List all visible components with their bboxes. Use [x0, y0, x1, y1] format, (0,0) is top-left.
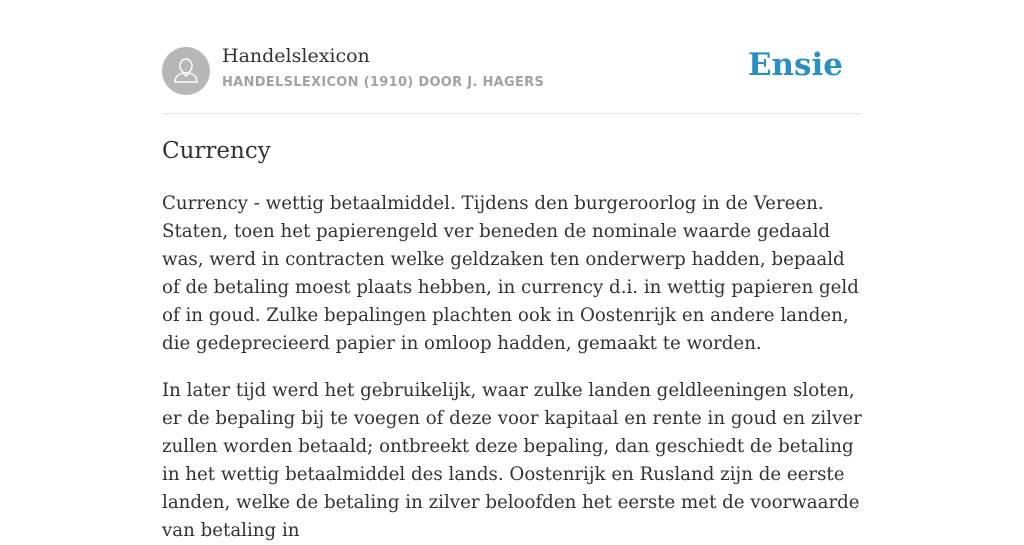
article-container — [162, 0, 862, 541]
user-avatar-icon[interactable] — [162, 47, 210, 95]
article-paragraph: Currency - wettig betaalmiddel. Tijdens den burgeroorlog in de Vereen. Staten, toen het papierengeld ver beneden de nominale waarde gedaald was, werd in contracten welke geldzaken ten onderwerp hadden, bepaald of de betaling moest plaats hebben, in currency d.i. in wettig papieren geld of in goud. Zulke bepalingen plachten ook in Oostenrijk en andere landen, die gedeprecieerd papier in omloop hadden, gemaakt te worden. — [162, 193, 859, 354]
brand-logo[interactable]: Ensie — [747, 47, 843, 83]
article-title: Currency — [162, 138, 271, 164]
source-subtitle[interactable]: HANDELSLEXICON (1910) DOOR J. HAGERS — [222, 75, 545, 90]
article-header — [162, 0, 862, 114]
article-paragraph: In later tijd werd het gebruikelijk, waar zulke landen geldleeningen sloten, er de bepaling bij te voegen of deze voor kapitaal en rente in goud en zilver zullen worden betaald; ontbreekt deze bepaling, dan geschiedt de betaling in het wettig betaalmiddel des lands. Oostenrijk en Rusland zijn de eerste landen, welke de betaling in zilver beloofden het eerste met de voorwaarde van betaling in — [162, 380, 862, 541]
source-name[interactable]: Handelslexicon — [222, 45, 370, 67]
